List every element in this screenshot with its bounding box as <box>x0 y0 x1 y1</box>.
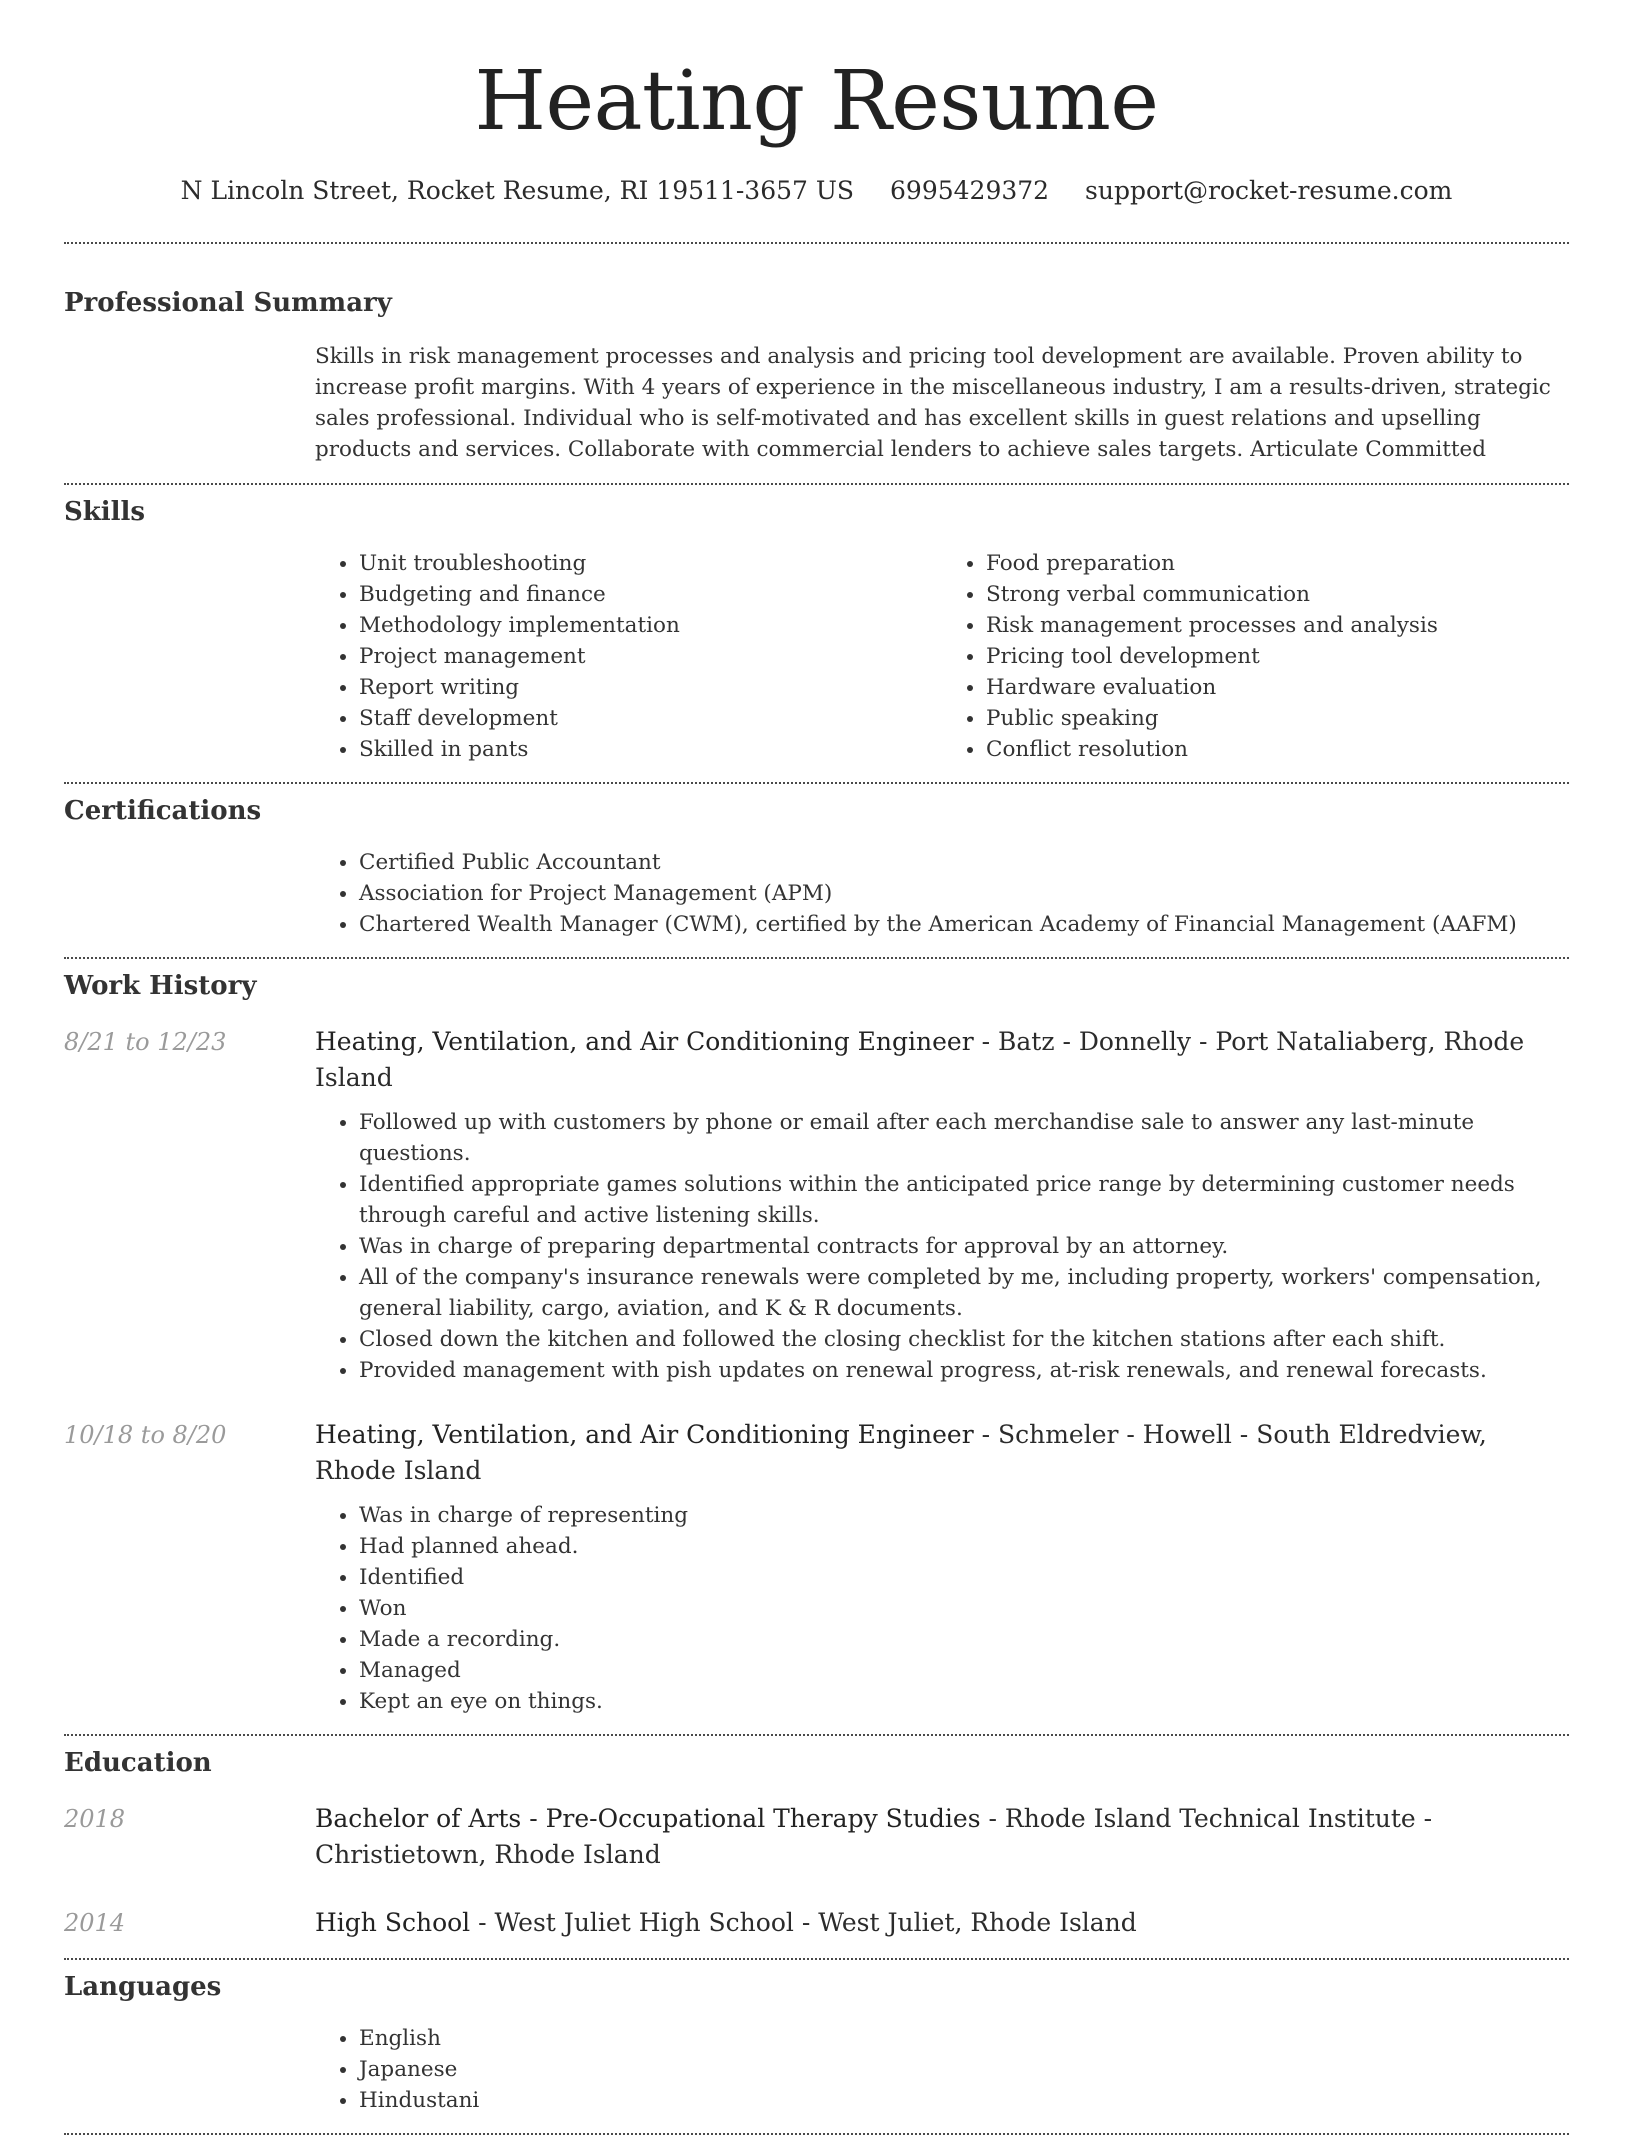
language-item: • English <box>359 2023 1569 2054</box>
skills-column-left <box>315 548 942 765</box>
section-title-work-history: Work History <box>64 971 257 1001</box>
section-title-certifications: Certifications <box>64 796 262 826</box>
work-entry <box>64 1417 1569 1489</box>
work-dates: 10/18 to 8/20 <box>64 1421 227 1449</box>
work-bullet: • Kept an eye on things. <box>359 1686 1569 1717</box>
work-bullet: • Managed <box>359 1655 1569 1686</box>
education-year: 2014 <box>64 1909 126 1937</box>
skill-item: • Hardware evaluation <box>986 672 1569 703</box>
education-entry <box>64 1905 1569 1941</box>
skills-list <box>315 548 1569 765</box>
divider <box>64 1734 1569 1736</box>
address: N Lincoln Street, Rocket Resume, RI 19511-3657 US <box>180 176 855 205</box>
section-title-summary: Professional Summary <box>64 288 392 318</box>
work-bullet: • Was in charge of preparing departmental contracts for approval by an attorney. <box>359 1231 1569 1262</box>
language-item: • Hindustani <box>359 2085 1569 2116</box>
skill-item: • Project management <box>359 641 942 672</box>
skill-item: • Unit troubleshooting <box>359 548 942 579</box>
education-heading <box>315 1905 1137 1941</box>
phone: 6995429372 <box>890 176 1050 205</box>
work-heading <box>315 1024 1569 1096</box>
school-location: - West Juliet High School - West Juliet, Rhode Island <box>470 1908 1137 1937</box>
email: support@rocket-resume.com <box>1085 176 1453 205</box>
work-bullet: • Provided management with pish updates on renewal progress, at-risk renewals, and renewal forecasts. <box>359 1355 1569 1386</box>
work-bullets <box>315 1500 1569 1717</box>
certification-item: • Association for Project Management (APM) <box>359 878 1569 909</box>
skill-item: • Pricing tool development <box>986 641 1569 672</box>
work-entry <box>64 1024 1569 1096</box>
skill-item: • Food preparation <box>986 548 1569 579</box>
work-bullet: • Made a recording. <box>359 1624 1569 1655</box>
resume-page <box>64 0 1569 2135</box>
job-title: Heating, Ventilation, and Air Conditioning Engineer <box>315 1420 974 1449</box>
education-entry <box>64 1801 1569 1873</box>
work-dates: 8/21 to 12/23 <box>64 1028 227 1056</box>
skill-item: • Strong verbal communication <box>986 579 1569 610</box>
education-year: 2018 <box>64 1805 126 1833</box>
work-bullet: • Had planned ahead. <box>359 1531 1569 1562</box>
skill-item: • Report writing <box>359 672 942 703</box>
divider <box>64 782 1569 784</box>
language-item: • Japanese <box>359 2054 1569 2085</box>
divider <box>64 242 1569 244</box>
skill-item: • Methodology implementation <box>359 610 942 641</box>
work-bullet: • Won <box>359 1593 1569 1624</box>
work-bullet: • Identified <box>359 1562 1569 1593</box>
degree: Bachelor of Arts - Pre-Occupational Therapy Studies <box>315 1804 981 1833</box>
work-bullet: • Followed up with customers by phone or email after each merchandise sale to answer any last-minute questions. <box>359 1107 1569 1169</box>
skill-item: • Budgeting and finance <box>359 579 942 610</box>
school-location: - Rhode Island Technical Institute - Christietown, Rhode Island <box>315 1804 1433 1869</box>
languages-list <box>315 2023 1569 2116</box>
certifications-list <box>315 847 1569 940</box>
work-bullets <box>315 1107 1569 1386</box>
degree: High School <box>315 1908 471 1937</box>
skill-item: • Skilled in pants <box>359 734 942 765</box>
divider <box>64 957 1569 959</box>
contact-line <box>64 174 1569 208</box>
resume-name: Heating Resume <box>474 54 1159 149</box>
skill-item: • Conflict resolution <box>986 734 1569 765</box>
divider <box>64 1958 1569 1960</box>
summary-text: Skills in risk management processes and analysis and pricing tool development are available. Proven ability to increase profit margins. With 4 years of experience in the miscellaneous industry, I am a results-driven, strategic sales professional. Individual who is self-motivated and has excellent skills in guest relations and upselling products and services. Collaborate with commercial lenders to achieve sales targets. Articulate Committed <box>315 344 1551 462</box>
section-title-languages: Languages <box>64 1972 222 2002</box>
certification-item: • Chartered Wealth Manager (CWM), certified by the American Academy of Financial Management (AAFM) <box>359 909 1569 940</box>
work-bullet: • Identified appropriate games solutions within the anticipated price range by determining customer needs through careful and active listening skills. <box>359 1169 1569 1231</box>
skill-item: • Risk management processes and analysis <box>986 610 1569 641</box>
work-bullet: • Closed down the kitchen and followed the closing checklist for the kitchen stations after each shift. <box>359 1324 1569 1355</box>
skill-item: • Staff development <box>359 703 942 734</box>
employer-location: - Schmeler - Howell - South Eldredview, Rhode Island <box>315 1420 1487 1485</box>
work-bullet: • Was in charge of representing <box>359 1500 1569 1531</box>
divider <box>64 483 1569 485</box>
work-heading <box>315 1417 1569 1489</box>
job-title: Heating, Ventilation, and Air Conditioning Engineer <box>315 1027 974 1056</box>
education-heading <box>315 1801 1569 1873</box>
employer-location: - Batz - Donnelly - Port Nataliaberg, Rhode Island <box>315 1027 1525 1092</box>
section-title-skills: Skills <box>64 497 146 527</box>
certification-item: • Certified Public Accountant <box>359 847 1569 878</box>
skills-column-right <box>942 548 1569 765</box>
section-title-education: Education <box>64 1748 212 1778</box>
work-bullet: • All of the company's insurance renewals were completed by me, including property, workers' compensation, general liability, cargo, aviation, and K & R documents. <box>359 1262 1569 1324</box>
skill-item: • Public speaking <box>986 703 1569 734</box>
